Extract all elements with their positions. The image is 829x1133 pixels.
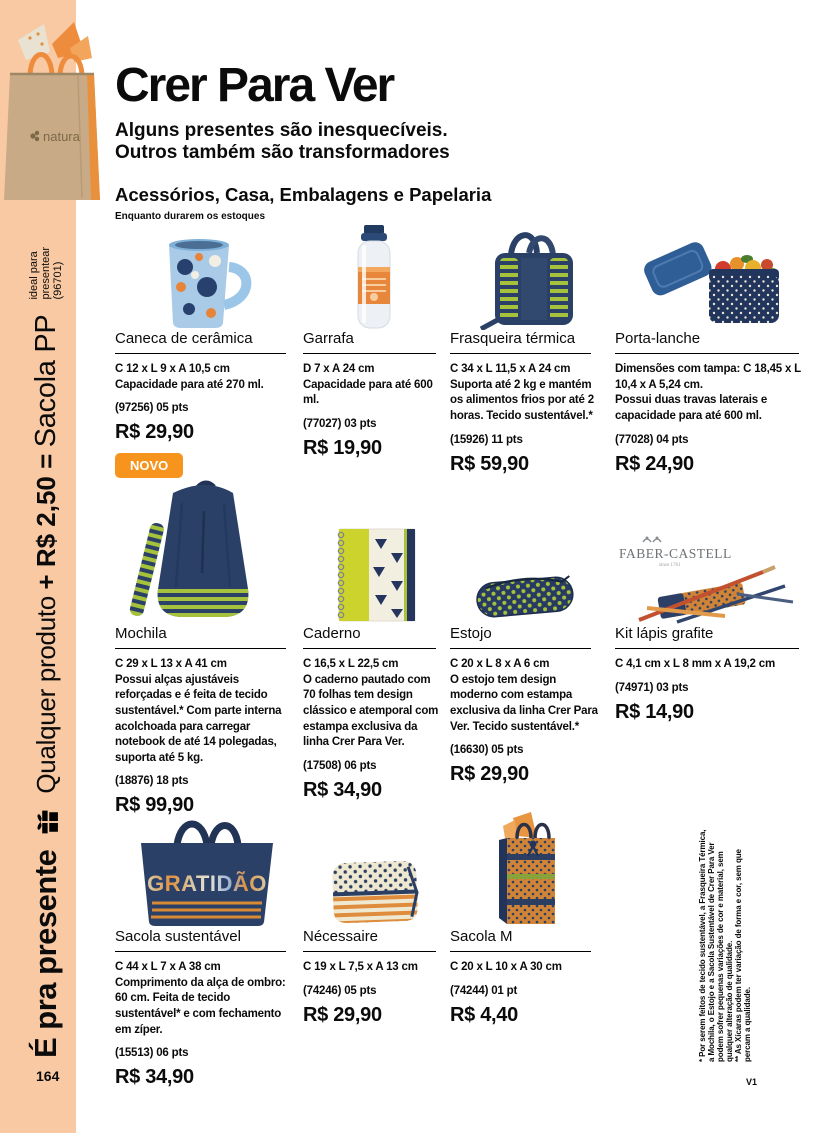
product-description: Possui alças ajustáveis reforçadas e é feita de tecido sustentável.* Com parte interna acolchoada para carregar notebook de até 14 polegadas, suporta até 5 kg. (115, 673, 282, 764)
product-image-area (303, 848, 445, 928)
product-price: R$ 19,90 (303, 436, 382, 459)
stock-note: Enquanto durarem os estoques (115, 211, 266, 222)
sacola-m-image (451, 812, 599, 928)
product-code: (74246) 05 pts (303, 984, 377, 997)
natura-bag-image (0, 16, 118, 216)
product-name: Mochila (115, 625, 286, 649)
product-card-kit-lapis (615, 532, 811, 724)
product-card-porta-lanche (615, 225, 811, 476)
product-card-caneca (115, 225, 297, 478)
product-card-necessaire (303, 848, 445, 1027)
sidebar-vertical-banner (6, 212, 86, 1058)
product-price: R$ 14,90 (615, 700, 694, 723)
product-name: Frasqueira térmica (450, 330, 591, 354)
product-price: R$ 29,90 (115, 421, 194, 444)
sidebar-note-line: ideal para (27, 251, 40, 300)
product-code: (15926) 11 pts (450, 433, 523, 446)
version-code: V1 (746, 1077, 758, 1087)
product-price: R$ 99,90 (115, 794, 194, 817)
product-name: Nécessaire (303, 928, 436, 952)
product-card-sacola-sustentavel (115, 805, 297, 1089)
product-description: Possui duas travas laterais e capacidade para até 600 ml. (615, 394, 768, 422)
novo-badge: NOVO (115, 453, 183, 478)
product-description: Capacidade para até 270 ml. (115, 378, 264, 391)
product-dimensions: C 20 x L 10 x A 30 cm (450, 961, 562, 973)
product-dimensions: C 19 x L 7,5 x A 13 cm (303, 961, 418, 973)
frasqueira-image (451, 225, 599, 330)
product-dimensions: C 44 x L 7 x A 38 cm (115, 961, 221, 973)
product-card-caderno (303, 525, 445, 802)
sidebar-promo-text: Qualquer produto (30, 596, 61, 794)
page-title: Crer Para Ver (115, 59, 394, 112)
sidebar-promo (30, 315, 63, 794)
product-code: (17508) 06 pts (303, 759, 377, 772)
product-name: Caneca de cerâmica (115, 330, 286, 354)
product-image-area (303, 225, 445, 330)
faber-since-text: since 1761 (659, 563, 681, 568)
tote-artwork-text: GRATIDÃO (147, 871, 267, 896)
product-image-area (115, 225, 297, 330)
product-name: Kit lápis grafite (615, 625, 799, 649)
product-dimensions: Dimensões com tampa: C 18,45 x L 10,4 x A 5,24 cm. (615, 363, 801, 391)
product-name: Porta-lanche (615, 330, 799, 354)
product-card-sacola-m (450, 812, 600, 1027)
product-image-area (615, 225, 811, 330)
product-dimensions: D 7 x A 24 cm (303, 363, 375, 375)
footnotes (699, 828, 765, 1062)
caderno-image (303, 525, 445, 625)
product-image-area (115, 477, 297, 625)
sidebar-promo-price: + R$ 2,50 = (30, 453, 61, 590)
sidebar-small-note (28, 236, 65, 300)
product-dimensions: C 12 x L 9 x A 10,5 cm (115, 363, 230, 375)
product-card-mochila (115, 477, 297, 817)
product-image-area (450, 812, 600, 928)
product-dimensions: C 34 x L 11,5 x A 24 cm (450, 363, 571, 375)
mochila-image (118, 477, 294, 625)
page-subtitle (115, 120, 450, 165)
subtitle-line2: Outros também são transformadores (115, 142, 450, 164)
product-dimensions: C 4,1 cm x L 8 mm x A 19,2 cm (615, 658, 775, 670)
product-description: O estojo tem design moderno com estampa exclusiva da linha Crer Para Ver. Tecido sustentável.* (450, 673, 598, 733)
product-dimensions: C 20 x L 8 x A 6 cm (450, 658, 550, 670)
product-code: (74244) 01 pt (450, 984, 518, 997)
product-description: O caderno pautado com 70 folhas tem design clássico e atemporal com estampa exclusiva da linha Crer Para Ver. (303, 673, 439, 749)
product-code: (77027) 03 pts (303, 417, 377, 430)
sacola-sustentavel-image (117, 805, 295, 928)
product-price: R$ 59,90 (450, 452, 529, 475)
page-number: 164 (36, 1068, 60, 1084)
product-image-area (115, 805, 297, 928)
product-card-estojo (450, 568, 600, 786)
product-image-area (303, 525, 445, 625)
product-card-garrafa (303, 225, 445, 460)
product-code: (97256) 05 pts (115, 402, 189, 415)
product-name: Sacola sustentável (115, 928, 286, 952)
product-price: R$ 29,90 (450, 763, 529, 786)
porta-lanche-image (617, 225, 809, 330)
product-dimensions: C 29 x L 13 x A 41 cm (115, 658, 227, 670)
sidebar-promo-product: Sacola PP (29, 314, 62, 448)
product-dimensions: C 16,5 x L 22,5 cm (303, 658, 399, 670)
product-image-area (615, 532, 811, 625)
kit-lapis-image (617, 532, 809, 625)
product-code: (77028) 04 pts (615, 433, 689, 446)
product-description: Comprimento da alça de ombro: 60 cm. Feita de tecido sustentável* e com fechamento em zíper. (115, 976, 286, 1036)
necessaire-image (303, 848, 445, 928)
caneca-image (131, 225, 281, 330)
subtitle-line1: Alguns presentes são inesquecíveis. (115, 120, 448, 141)
product-description: Suporta até 2 kg e mantém os alimentos frios por até 2 horas. Tecido sustentável.* (450, 378, 594, 422)
product-image-area (450, 225, 600, 330)
product-price: R$ 34,90 (303, 778, 382, 801)
product-price: R$ 34,90 (115, 1066, 194, 1089)
sidebar-big-label: É pra presente (28, 849, 63, 1058)
product-code: (16630) 05 pts (450, 744, 524, 757)
product-name: Sacola M (450, 928, 591, 952)
product-code: (74971) 03 pts (615, 681, 689, 694)
product-price: R$ 29,90 (303, 1003, 382, 1026)
garrafa-image (344, 225, 404, 330)
product-price: R$ 4,40 (450, 1003, 518, 1026)
estojo-image (451, 568, 599, 625)
sidebar-note-line: presentear (39, 246, 52, 300)
product-code: (15513) 06 pts (115, 1047, 189, 1060)
footnote-line2: ** As Xícaras podem ter variação de forma e cor, sem que percam a qualidade. (733, 849, 752, 1062)
product-code: (18876) 18 pts (115, 775, 189, 788)
product-description: Capacidade para até 600 ml. (303, 378, 433, 407)
faber-castell-logo: FABER-CASTELL (619, 546, 732, 561)
footnote-line1: * Por serem feitos de tecido sustentável, a Frasqueira Térmica, a Mochila, o Estojo e a Sacola Sustentável de Crer Para Ver podem sofrer pequenas variações de cor e material, sem qualquer alteração de qualidade. (698, 829, 734, 1062)
product-card-frasqueira (450, 225, 600, 476)
product-price: R$ 24,90 (615, 452, 694, 475)
gift-icon (33, 809, 59, 835)
product-name: Estojo (450, 625, 591, 649)
natura-logo-text: natura (43, 129, 80, 144)
product-name: Caderno (303, 625, 436, 649)
product-image-area (450, 568, 600, 625)
product-name: Garrafa (303, 330, 436, 354)
sidebar-note-line: (96701) (52, 261, 65, 300)
section-heading: Acessórios, Casa, Embalagens e Papelaria (115, 184, 492, 205)
